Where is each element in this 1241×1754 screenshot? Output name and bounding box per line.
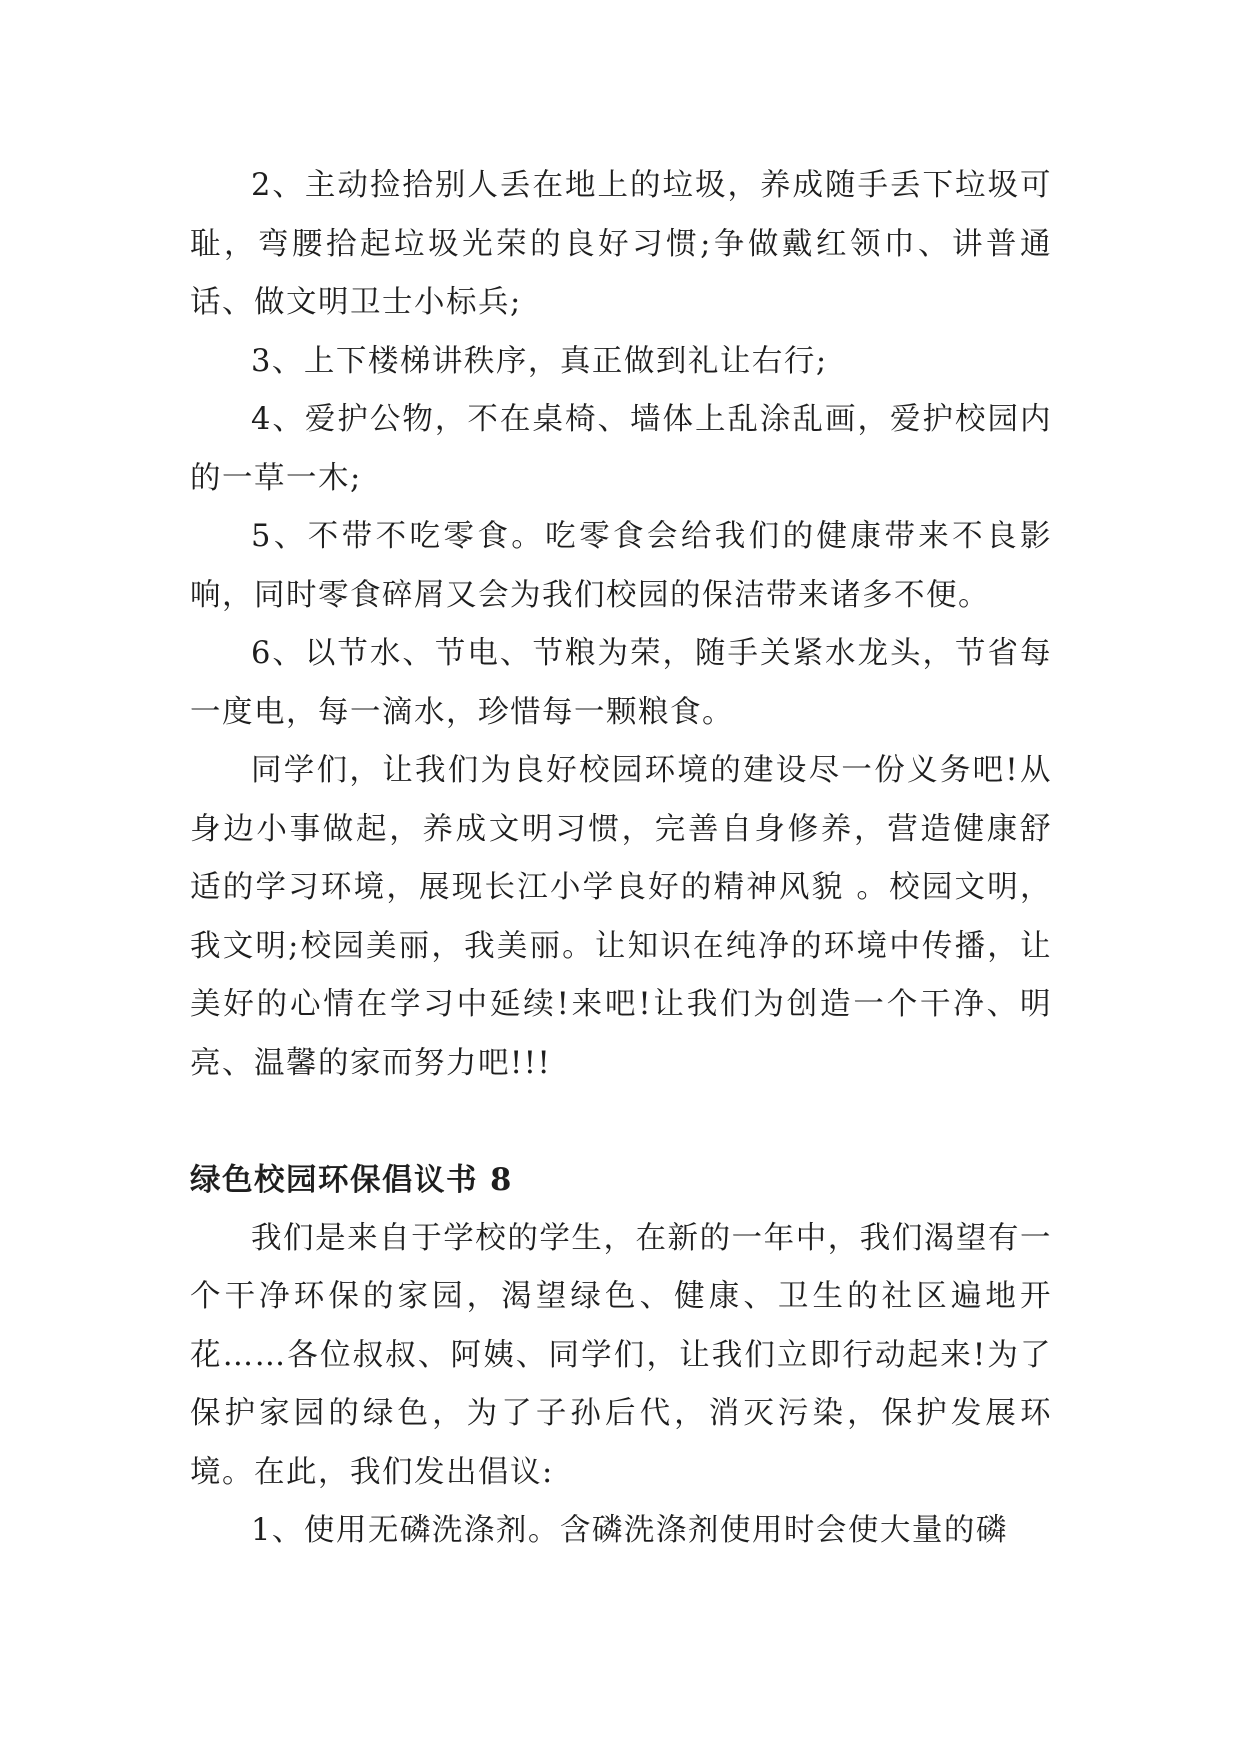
paragraph-item-6: 6、以节水、节电、节粮为荣，随手关紧水龙头，节省每一度电，每一滴水，珍惜每一颗粮食。 — [190, 636, 1052, 730]
section-1 — [190, 157, 1052, 1093]
paragraph-intro: 我们是来自于学校的学生，在新的一年中，我们渴望有一个干净环保的家园，渴望绿色、健康、卫生的社区遍地开花……各位叔叔、阿姨、同学们，让我们立即行动起来!为了保护家园的绿色，为了子孙后代，消灭污染，保护发展环境。在此，我们发出倡议: — [190, 1220, 1052, 1490]
paragraph-item-5: 5、不带不吃零食。吃零食会给我们的健康带来不良影响，同时零食碎屑又会为我们校园的保洁带来诸多不便。 — [190, 519, 1052, 613]
section-heading: 绿色校园环保倡议书 8 — [190, 1162, 513, 1198]
document-page — [190, 157, 1052, 1561]
section-spacer — [190, 1093, 1052, 1151]
paragraph-item-3: 3、上下楼梯讲秩序，真正做到礼让右行; — [251, 343, 828, 379]
paragraph-item-1: 1、使用无磷洗涤剂。含磷洗涤剂使用时会使大量的磷 — [251, 1513, 1008, 1548]
paragraph-closing: 同学们，让我们为良好校园环境的建设尽一份义务吧!从身边小事做起，养成文明习惯，完善自身修养，营造健康舒适的学习环境，展现长江小学良好的精神风貌 。校园文明，我文明;校园美丽，我美丽。让知识在纯净的环境中传播，让美好的心情在学习中延续!来吧!让我们为创造一个干净、明亮、温馨的家而努力吧!!! — [190, 753, 1052, 1081]
section-2 — [190, 1151, 1052, 1561]
paragraph-item-2: 2、主动捡拾别人丢在地上的垃圾，养成随手丢下垃圾可耻，弯腰拾起垃圾光荣的良好习惯;争做戴红领巾、讲普通话、做文明卫士小标兵; — [190, 168, 1052, 320]
paragraph-item-4: 4、爱护公物，不在桌椅、墙体上乱涂乱画，爱护校园内的一草一木; — [190, 402, 1052, 496]
